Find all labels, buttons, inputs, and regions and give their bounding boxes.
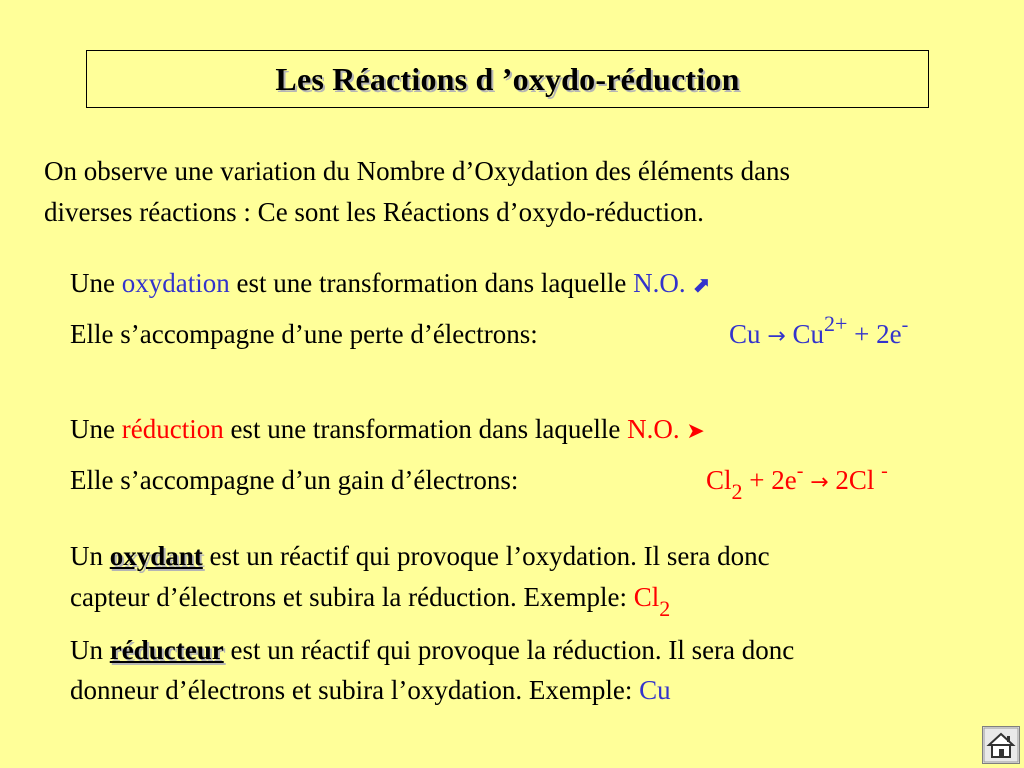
oxidation-definition [70,270,711,297]
reducer-rest: est un réactif qui provoque la réduction. Il sera donc [223,635,795,665]
eq-electrons: + 2e [742,465,797,495]
intro-line-1: On observe une variation du Nombre d’Oxydation des éléments dans [44,156,791,186]
reduction-definition [70,416,705,443]
oxidant-line-2-text: capteur d’électrons et subira la réduction. Exemple: [70,582,634,612]
reducer-line-2 [70,677,671,704]
oxidant-example-sub: 2 [659,596,671,621]
reaction-arrow-icon: → [810,470,829,495]
oxidation-prefix: Une [70,268,122,298]
eq-cu-charge: 2+ [823,311,848,336]
reduction-prefix: Une [70,414,122,444]
oxidant-example: Cl [633,582,660,612]
reducer-line-1 [70,637,794,664]
oxidant-rest: est un réactif qui provoque l’oxydation. Il sera donc [202,541,770,571]
eq-electrons: + 2e [847,319,902,349]
reduction-no-label: N.O. [627,414,680,444]
decrease-arrow-icon: ➤ [686,419,705,444]
eq-electron-charge: - [796,460,804,482]
oxidant-line-2 [70,582,671,621]
reduction-middle: est une transformation dans laquelle [223,414,628,444]
reduction-equation [706,460,888,504]
eq-cu: Cu [729,319,761,349]
eq-chloride-charge: - [881,460,888,482]
oxidant-prefix: Un [70,541,110,571]
intro-line-2: diverses réactions : Ce sont les Réactions d’oxydo-réduction. [44,197,704,227]
increase-arrow-icon: ⬈ [692,273,711,298]
reaction-arrow-icon: → [767,324,786,349]
eq-chloride: 2Cl [828,465,882,495]
oxidation-middle: est une transformation dans laquelle [229,268,634,298]
reduction-electron-gain: Elle s’accompagne d’un gain d’électrons: [70,465,519,495]
eq-cu-ion: Cu [792,319,824,349]
eq-cl-sub: 2 [731,479,743,504]
eq-electron-charge: - [901,314,909,336]
title-box [86,50,929,108]
reducer-term: réducteur [109,635,224,665]
reducer-prefix: Un [70,635,110,665]
home-button[interactable] [982,726,1020,764]
reduction-term: réduction [121,414,224,444]
oxidation-term: oxydation [121,268,230,298]
oxidation-equation [729,311,909,349]
home-icon [983,727,1019,763]
oxidation-electron-loss: Elle s’accompagne d’une perte d’électrons: [70,319,538,349]
oxidation-no-label: N.O. [633,268,686,298]
reducer-example: Cu [639,675,671,705]
reducer-line-2-text: donneur d’électrons et subira l’oxydation. Exemple: [70,675,640,705]
eq-cl: Cl [706,465,732,495]
oxidant-term: oxydant [109,541,203,571]
oxidant-line-1 [70,543,770,570]
page-title: Les Réactions d ’oxydo-réduction [275,60,740,97]
